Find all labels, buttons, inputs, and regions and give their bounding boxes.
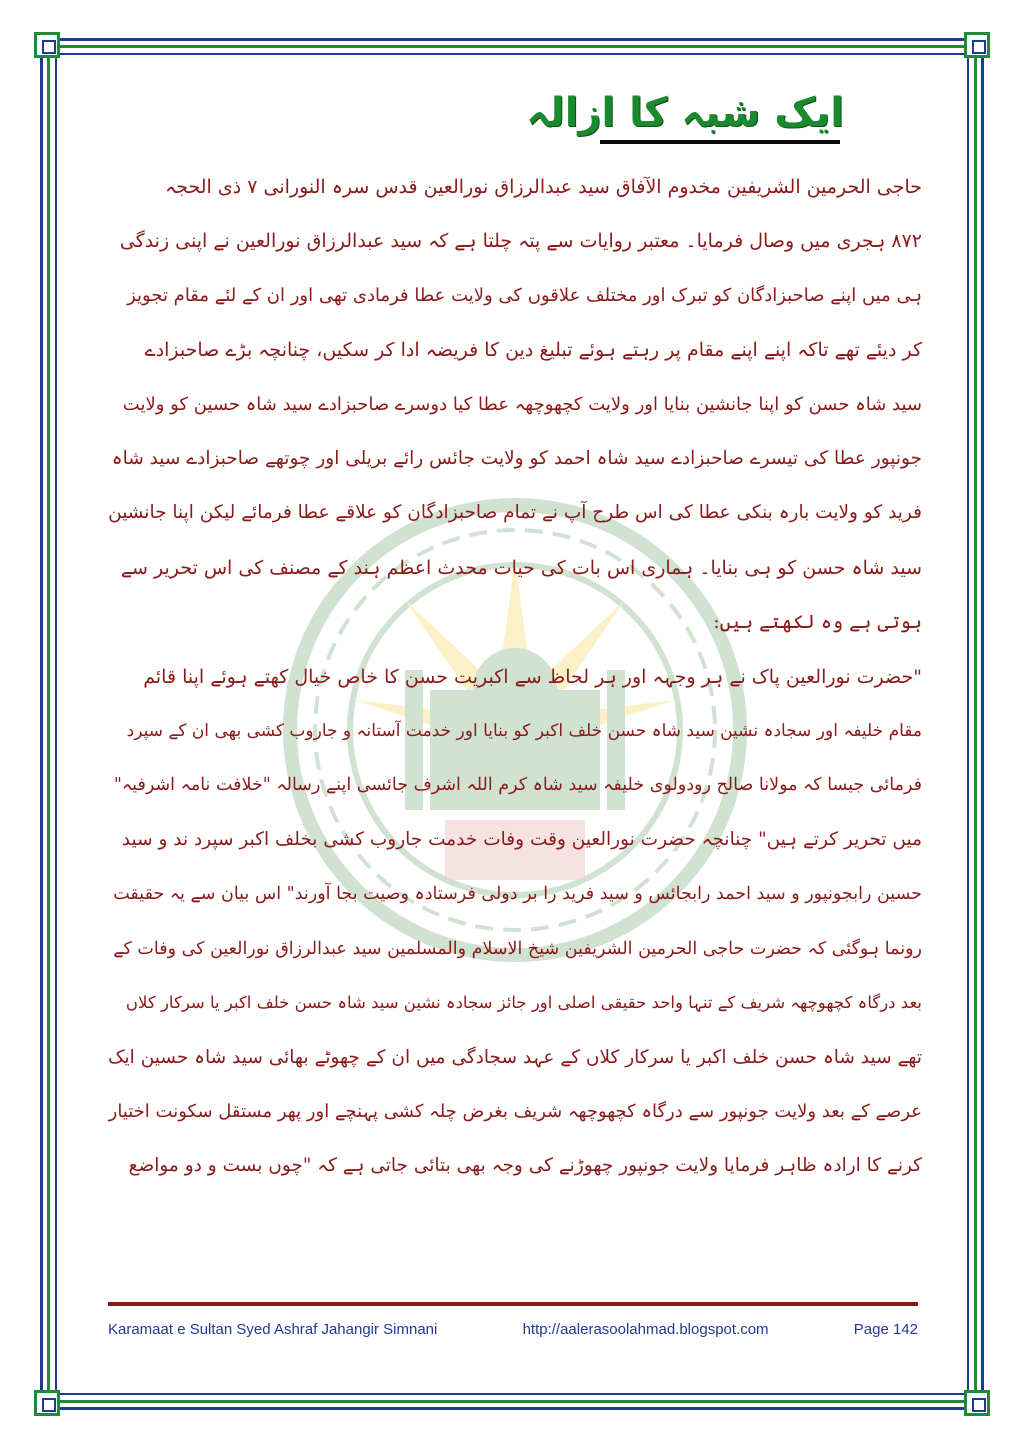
text-line: حاجی الحرمین الشریفین مخدوم الآفاق سید عبدالرزاق نورالعین قدس سرہ النورانی ۷ ذی الحجہ (165, 176, 922, 198)
text-line: سید شاہ حسن کو اپنا جانشین بنایا اور ولایت کچھوچھہ عطا کیا دوسرے صاحبزادے سید شاہ حسین کو ولایت (122, 393, 922, 415)
text-line: سید شاہ حسن کو ہی بنایا۔ ہماری اس بات کی حیات محدث اعظم ہند کے مصنف کی اس تحریر سے (120, 556, 922, 579)
text-line: رونما ہوگئی کہ حضرت حاجی الحرمین الشریفین شیخ الاسلام والمسلمین سید عبدالرزاق نورالعین کی وفات کے (113, 938, 922, 959)
corner-ornament (964, 1390, 990, 1416)
text-line: میں تحریر کرتے ہیں" چنانچہ حضرت نورالعین وقت وفات خدمت جاروب کشی بخلف اکبر سپرد ند و سید (121, 828, 922, 850)
corner-ornament (964, 32, 990, 58)
text-line: کرنے کا ارادہ ظاہر فرمایا ولایت جونپور چھوڑنے کی وجہ بھی بتائی جاتی ہے کہ "چوں بست و دو مواضع (128, 1155, 922, 1177)
paragraph-intro (108, 160, 922, 650)
article-body (108, 160, 922, 1194)
text-line: جونپور عطا کی تیسرے صاحبزادے سید شاہ احمد کو ولایت جائس رائے بریلی اور چوتھے صاحبزادے سید شاہ (111, 448, 922, 470)
footer-book-title: Karamaat e Sultan Syed Ashraf Jahangir Simnani (108, 1320, 438, 1338)
text-line: فرمائی جیسا کہ مولانا صالح رودولوی خلیفہ سید شاہ کرم اللہ اشرف جائسی اپنے رسالہ "خلافت نامہ اشرفیہ" (113, 775, 922, 796)
text-line: بعد درگاہ کچھوچھہ شریف کے تنہا واحد حقیقی اصلی اور جائز سجادہ نشین سید شاہ حسن خلف اکبر یا سرکار کلاں (125, 993, 922, 1013)
text-line: عرصے کے بعد ولایت جونپور سے درگاہ کچھوچھہ شریف بغرض چلہ کشی پہنچے اور پھر مستقل سکونت اختیار (108, 1100, 922, 1122)
text-line: مقام خلیفہ اور سجادہ نشین سید شاہ حسن خلف اکبر کو بنایا اور خدمت آستانہ و جاروب کشی بھی ان کے سپرد (126, 721, 922, 742)
text-line: "حضرت نورالعین پاک نے ہر وجہہ اور ہر لحاظ سے اکبریت حسن کا خاص خیال کھتے ہوئے اپنا قائم (143, 665, 922, 688)
text-line: کر دیئے تھے تاکہ اپنے اپنے مقام پر رہتے ہوئے تبلیغ دین کا فریضہ ادا کر سکیں، چنانچہ بڑے صاحبزادے (144, 339, 922, 362)
text-line: حسین رابجونپور و سید احمد رابجائس و سید فرید را بر دولی فرستادہ وصیت بجا آورند" اس بیان سے یہ حقیقت (113, 884, 922, 905)
footer-page-number: Page 142 (853, 1320, 918, 1338)
page-title: ایک شبہ کا ازالہ (526, 90, 844, 136)
text-line: تھے سید شاہ حسن خلف اکبر یا سرکار کلاں کے عہد سجادگی میں ان کے چھوٹے بھائی سید شاہ حسین ایک (107, 1046, 922, 1068)
page-footer (108, 1317, 918, 1341)
text-line: ہی میں اپنے صاحبزادگان کو تبرک اور مختلف علاقوں کی ولایت عطا فرمادی تھی اور ان کے لئے مقام تجویز (127, 284, 922, 306)
text-line: فرید کو ولایت بارہ بنکی عطا کی اس طرح آپ نے تمام صاحبزادگان کو علاقے عطا فرمائے لیکن اپنا جانشین (108, 502, 922, 524)
text-line: ۸۷۲ ہجری میں وصال فرمایا۔ معتبر روایات سے پتہ چلتا ہے کہ سید عبدالرزاق نورالعین نے اپنی زندگی (119, 230, 922, 253)
footer-divider (108, 1302, 918, 1306)
text-line: ہوتی ہے وہ لکھتے ہیں: (713, 611, 922, 634)
corner-ornament (34, 1390, 60, 1416)
title-underline (600, 140, 840, 144)
footer-blog-link[interactable]: http://aalerasoolahmad.blogspot.com (522, 1320, 769, 1338)
paragraph-quote (108, 650, 922, 1194)
corner-ornament (34, 32, 60, 58)
